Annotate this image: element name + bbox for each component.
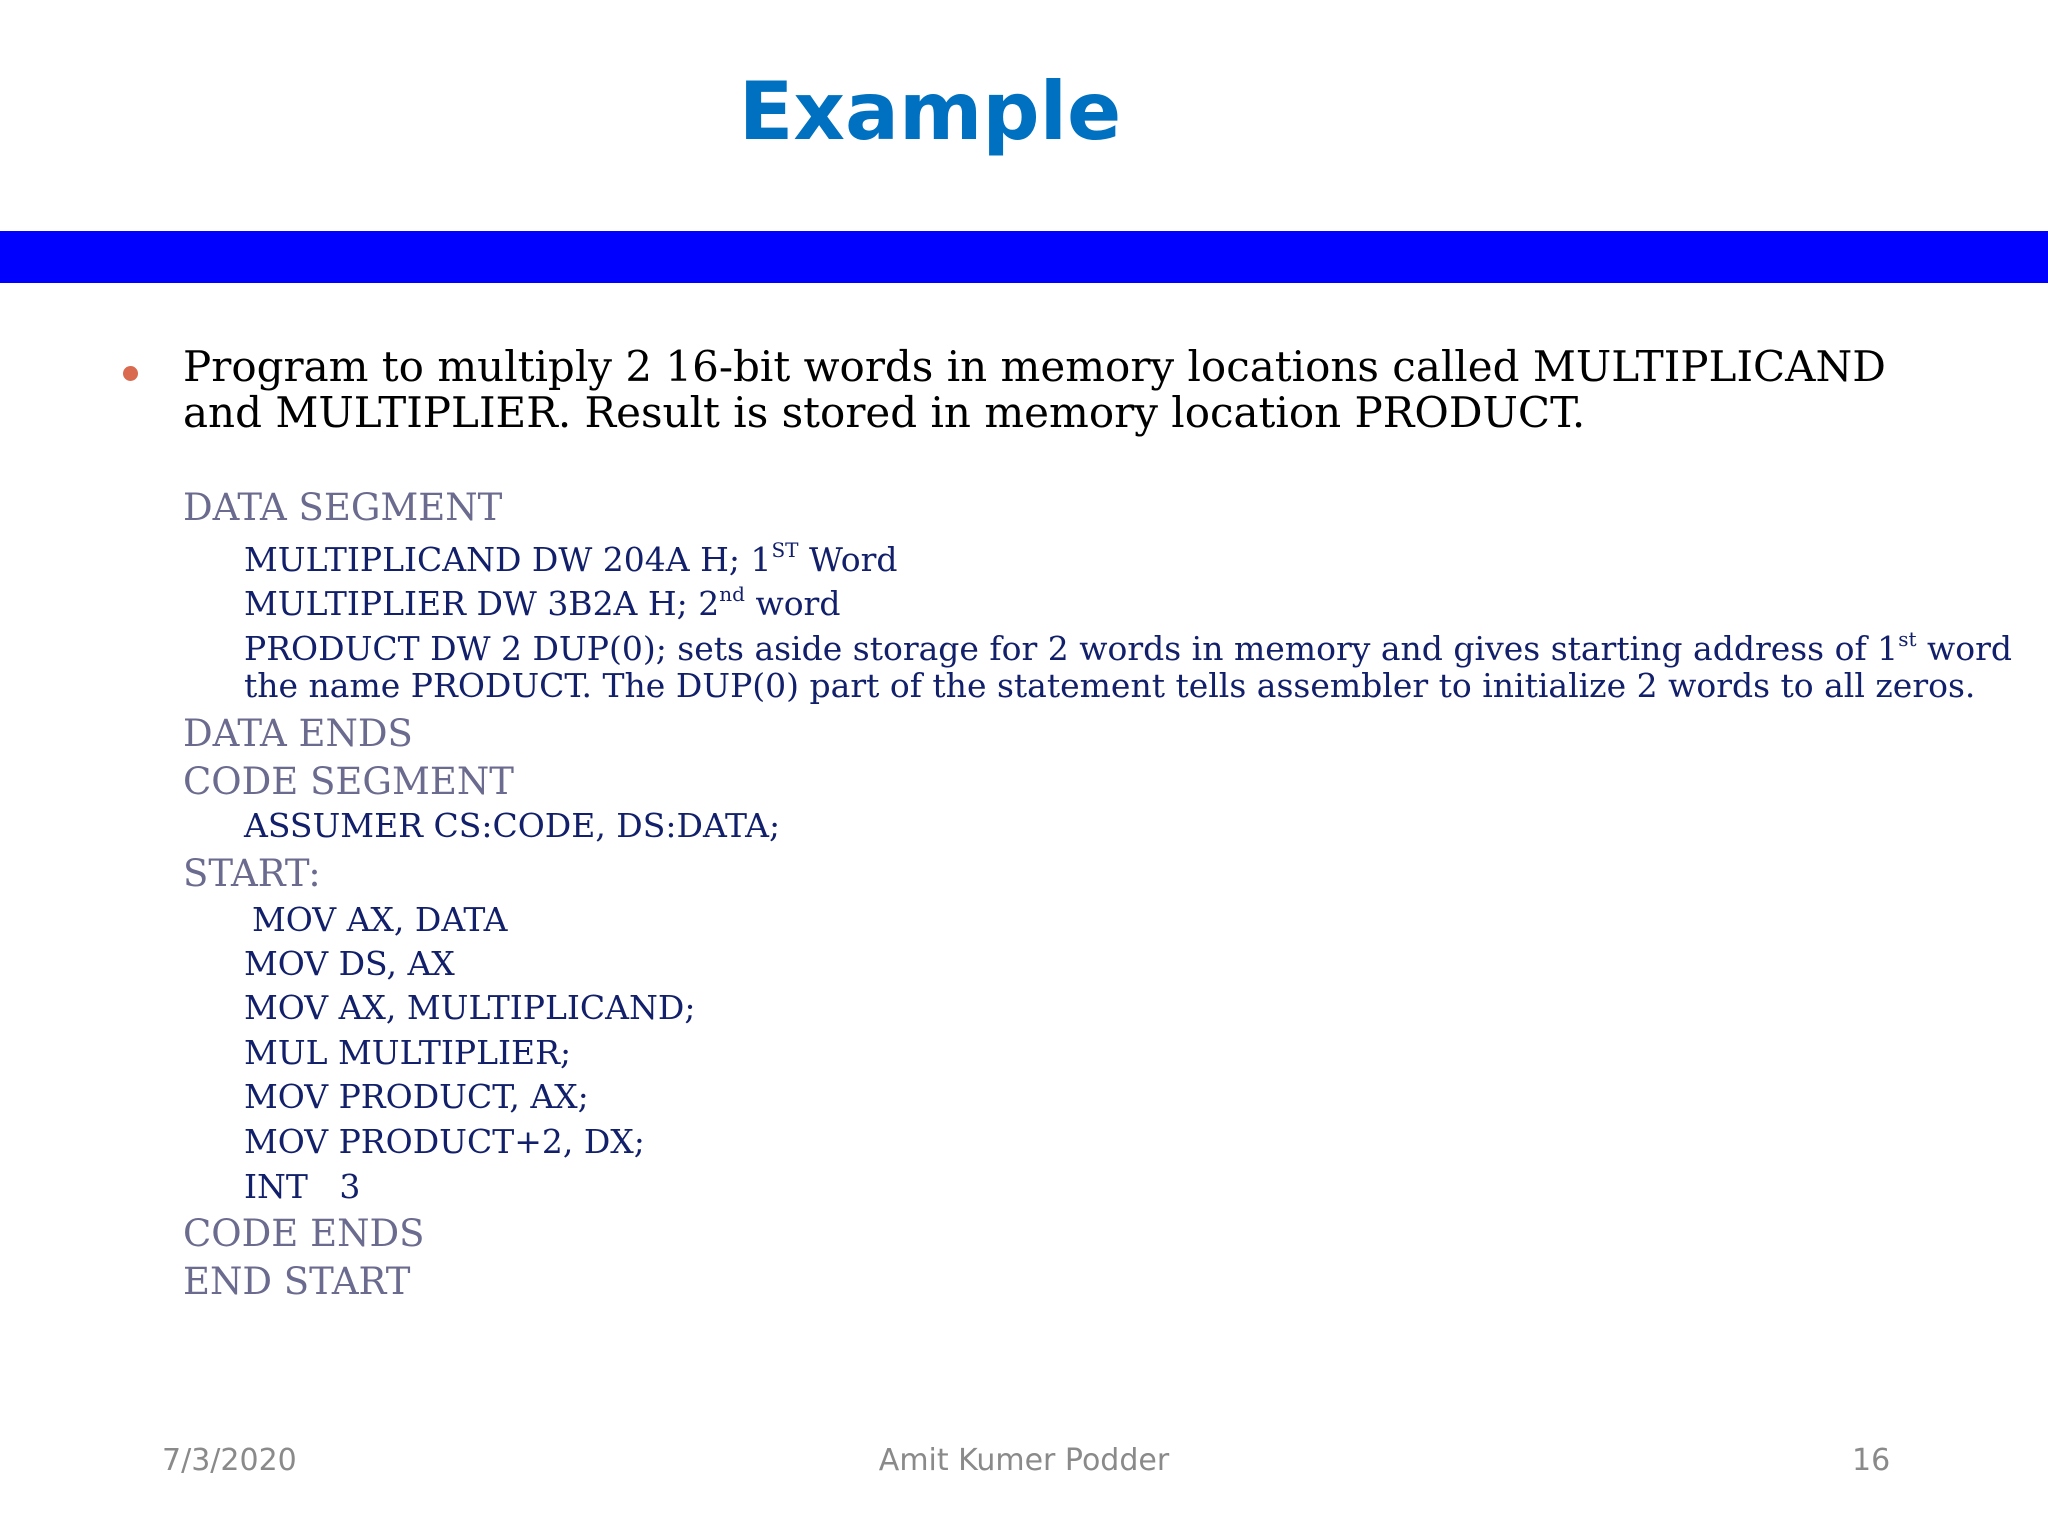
code-multiplicand-suffix: Word — [798, 540, 898, 579]
title-band — [0, 231, 2048, 283]
code-start-label: START: — [183, 852, 321, 895]
code-code-ends: CODE ENDS — [183, 1212, 425, 1255]
code-multiplier-suffix: word — [744, 584, 841, 623]
code-multiplier-sup: nd — [719, 582, 745, 606]
bullet-dot-icon — [123, 366, 138, 381]
code-instr-3: MOV AX, MULTIPLICAND; — [244, 988, 696, 1027]
footer-page-number: 16 — [1852, 1443, 1891, 1478]
footer-author: Amit Kumer Podder — [878, 1443, 1170, 1478]
code-instr-2: MOV DS, AX — [244, 944, 455, 983]
code-assume: ASSUMER CS:CODE, DS:DATA; — [244, 806, 781, 845]
bullet-line-2: and MULTIPLIER. Result is stored in memory location PRODUCT. — [183, 388, 1586, 437]
code-multiplicand-text: MULTIPLICAND DW 204A H; 1 — [244, 540, 772, 579]
code-code-segment: CODE SEGMENT — [183, 760, 514, 803]
code-instr-1: MOV AX, DATA — [252, 900, 508, 939]
code-product-line-2: the name PRODUCT. The DUP(0) part of the statement tells assembler to initialize 2 words to all zeros. — [244, 666, 1976, 705]
code-product-text: PRODUCT DW 2 DUP(0); sets aside storage for 2 words in memory and gives starting address of 1 — [244, 629, 1899, 668]
code-end-start: END START — [183, 1260, 411, 1303]
code-instr-4: MUL MULTIPLIER; — [244, 1033, 572, 1072]
code-data-ends: DATA ENDS — [183, 712, 413, 755]
bullet-line-1: Program to multiply 2 16-bit words in memory locations called MULTIPLICAND — [183, 342, 1886, 391]
code-instr-5: MOV PRODUCT, AX; — [244, 1077, 589, 1116]
code-product — [244, 629, 2012, 668]
code-instr-6: MOV PRODUCT+2, DX; — [244, 1122, 645, 1161]
slide-title: Example — [738, 65, 1122, 158]
code-data-segment: DATA SEGMENT — [183, 486, 503, 529]
bullet-text — [183, 344, 1983, 436]
code-multiplier-text: MULTIPLIER DW 3B2A H; 2 — [244, 584, 720, 623]
code-multiplicand-sup: ST — [771, 538, 799, 562]
code-instr-7: INT 3 — [244, 1167, 361, 1206]
code-product-suffix: word — [1916, 629, 2013, 668]
code-multiplicand — [244, 540, 897, 579]
code-product-sup: st — [1898, 627, 1917, 651]
code-multiplier — [244, 584, 840, 623]
footer-date: 7/3/2020 — [162, 1443, 297, 1478]
